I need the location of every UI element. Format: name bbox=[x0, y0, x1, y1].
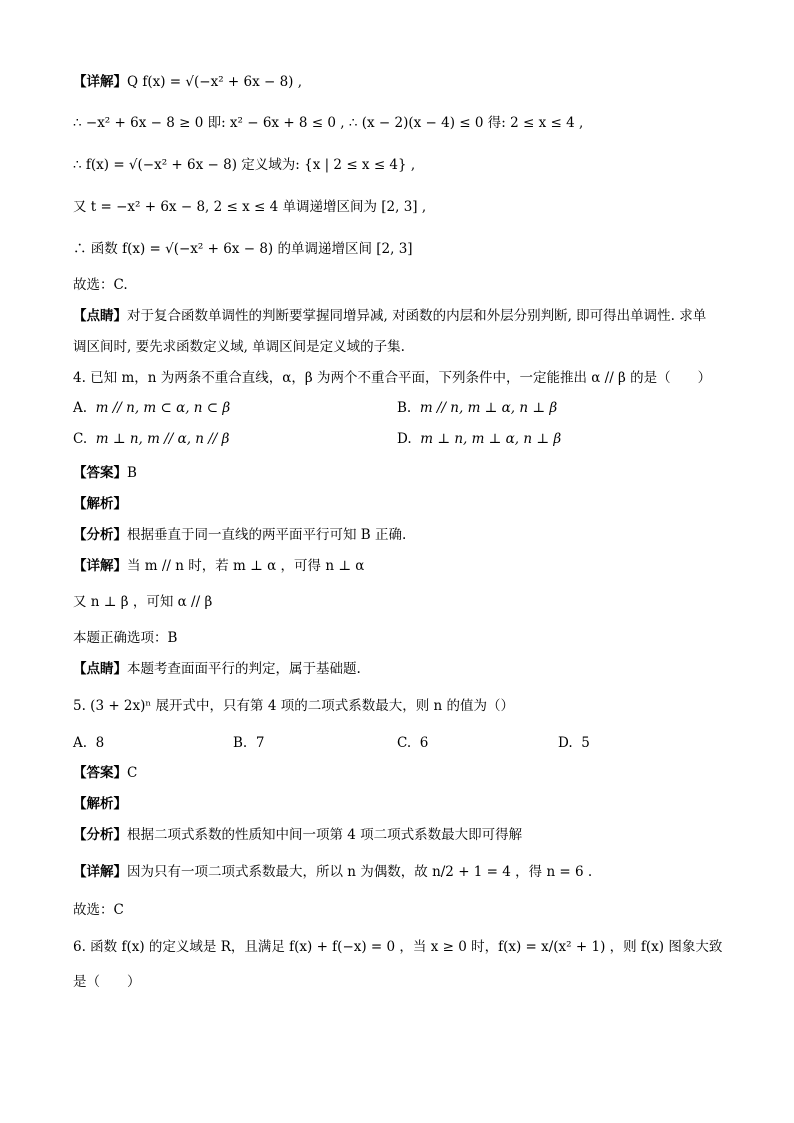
q5-jiexi-tag: 【解析】 bbox=[73, 796, 127, 812]
q4-correct: 本题正确选项：B bbox=[73, 630, 178, 646]
q5-fenxi-line bbox=[73, 825, 522, 845]
q5-answer-line bbox=[73, 763, 137, 783]
q5-choice: 故选：C bbox=[73, 902, 124, 918]
q4-option-b bbox=[397, 398, 557, 418]
q4-option-c-text: m ⊥ n, m // α, n // β bbox=[95, 431, 230, 447]
q4-option-d bbox=[397, 429, 561, 449]
q4-dianjing-line bbox=[73, 659, 361, 679]
q5-fenxi: 根据二项式系数的性质知中间一项第 4 项二项式系数最大即可得解 bbox=[127, 827, 523, 843]
q4-option-c bbox=[73, 429, 229, 449]
q5-option-b-text: 7 bbox=[255, 735, 265, 751]
q5-answer-tag: 【答案】 bbox=[73, 765, 127, 781]
q6-stem-line2: 是（ ） bbox=[73, 974, 141, 990]
q5-option-c-text: 6 bbox=[419, 735, 429, 751]
q4-fenxi: 根据垂直于同一直线的两平面平行可知 B 正确. bbox=[127, 527, 407, 543]
q4-option-a-text: m // n, m ⊂ α, n ⊂ β bbox=[95, 400, 231, 416]
q3-line4: 又 t = −x² + 6x − 8, 2 ≤ x ≤ 4 单调递增区间为 [2, 3] , bbox=[73, 199, 427, 215]
q3-dianjing-text1: 对于复合函数单调性的判断要掌握同增异减, 对函数的内层和外层分别判断, 即可得出单调性. 求单 bbox=[127, 308, 707, 324]
q4-option-d-text: m ⊥ n, m ⊥ α, n ⊥ β bbox=[420, 431, 562, 447]
q5-option-a-label: A. bbox=[73, 735, 88, 751]
q4-option-b-text: m // n, m ⊥ α, n ⊥ β bbox=[419, 400, 558, 416]
q4-answer-tag: 【答案】 bbox=[73, 465, 127, 481]
q3-xiangjie-tag: 【详解】 bbox=[73, 74, 127, 90]
q4-jiexi-tag: 【解析】 bbox=[73, 496, 127, 512]
q4-stem: 4. 已知 m，n 为两条不重合直线，α，β 为两个不重合平面，下列条件中，一定能推出 α // β 的是（ ） bbox=[73, 370, 712, 386]
q5-option-d-label: D. bbox=[558, 735, 573, 751]
q4-xiangjie-line bbox=[73, 556, 364, 576]
q4-option-a bbox=[73, 398, 230, 418]
q5-xiangjie-tag: 【详解】 bbox=[73, 864, 127, 880]
q5-option-c-label: C. bbox=[397, 735, 412, 751]
q4-jiexi bbox=[73, 494, 127, 514]
q5-option-c bbox=[397, 733, 428, 753]
q3-line1-text: Q f(x) = √(−x² + 6x − 8) , bbox=[127, 74, 303, 90]
q4-dianjing-tag: 【点睛】 bbox=[73, 661, 127, 677]
q4-xiangjie2: 又 n ⊥ β ，可知 α // β bbox=[73, 594, 213, 610]
q3-dianjing-line1 bbox=[73, 306, 706, 326]
q3-xiangjie-line1 bbox=[73, 72, 302, 92]
q3-dianjing-tag: 【点睛】 bbox=[73, 308, 127, 324]
q3-answer: 故选：C. bbox=[73, 277, 128, 293]
q4-xiangjie1: 当 m // n 时，若 m ⊥ α ，可得 n ⊥ α bbox=[127, 558, 365, 574]
q5-option-b bbox=[233, 733, 264, 753]
q5-xiangjie: 因为只有一项二项式系数最大，所以 n 为偶数，故 n/2 + 1 = 4 ，得 n = 6 . bbox=[127, 864, 593, 880]
q5-stem: 5. (3 + 2x)ⁿ 展开式中，只有第 4 项的二项式系数最大，则 n 的值为（） bbox=[73, 698, 514, 714]
q4-option-a-label: A. bbox=[73, 400, 88, 416]
q4-option-c-label: C. bbox=[73, 431, 88, 447]
q3-line2: ∴ −x² + 6x − 8 ≥ 0 即: x² − 6x + 8 ≤ 0 , ∴ (x − 2)(x − 4) ≤ 0 得: 2 ≤ x ≤ 4 , bbox=[73, 115, 584, 131]
q5-option-a-text: 8 bbox=[95, 735, 105, 751]
q5-xiangjie-line bbox=[73, 862, 592, 882]
q6-stem-line1: 6. 函数 f(x) 的定义域是 R，且满足 f(x) + f(−x) = 0 ，当 x ≥ 0 时，f(x) = x/(x² + 1) ，则 f(x) 图象大致 bbox=[73, 939, 723, 955]
q3-line3: ∴ f(x) = √(−x² + 6x − 8) 定义域为: {x | 2 ≤ x ≤ 4} , bbox=[73, 157, 416, 173]
q4-fenxi-line bbox=[73, 525, 406, 545]
q5-option-d bbox=[558, 733, 590, 753]
q5-option-a bbox=[73, 733, 104, 753]
q5-answer: C bbox=[127, 765, 138, 781]
q5-jiexi bbox=[73, 794, 127, 814]
q4-answer: B bbox=[127, 465, 137, 481]
q3-dianjing-line2: 调区间时, 要先求函数定义域, 单调区间是定义域的子集. bbox=[73, 339, 405, 355]
q4-fenxi-tag: 【分析】 bbox=[73, 527, 127, 543]
q4-xiangjie-tag: 【详解】 bbox=[73, 558, 127, 574]
q5-fenxi-tag: 【分析】 bbox=[73, 827, 127, 843]
q5-option-d-text: 5 bbox=[581, 735, 590, 751]
q3-line5: ∴ 函数 f(x) = √(−x² + 6x − 8) 的单调递增区间 [2, 3] bbox=[73, 241, 413, 257]
q4-dianjing: 本题考查面面平行的判定，属于基础题. bbox=[127, 661, 361, 677]
q4-option-b-label: B. bbox=[397, 400, 412, 416]
q4-answer-line bbox=[73, 463, 137, 483]
q4-option-d-label: D. bbox=[397, 431, 412, 447]
q5-option-b-label: B. bbox=[233, 735, 248, 751]
